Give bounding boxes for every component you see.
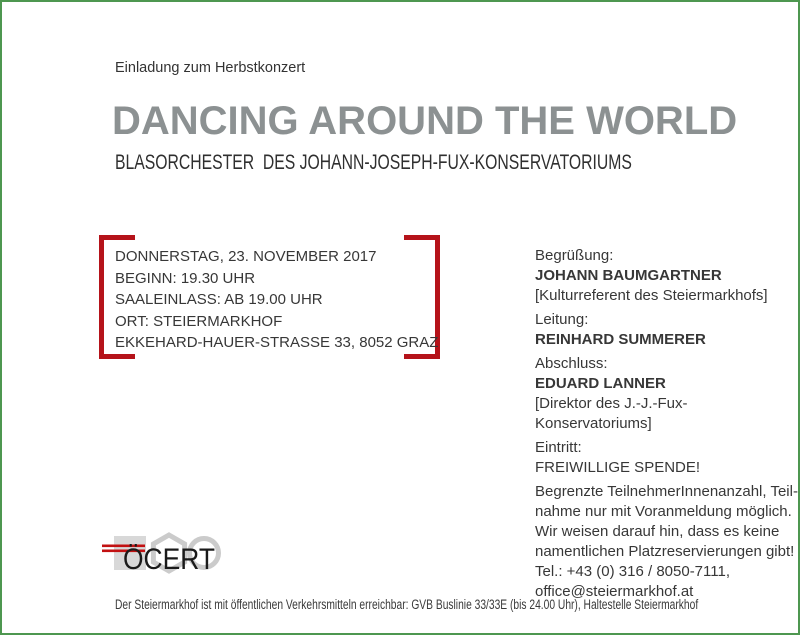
event-venue-line: ORT: STEIERMARKHOF xyxy=(115,312,283,330)
program-entry-closing xyxy=(535,354,798,434)
program-note: [Kulturreferent des Steiermarkhofs] xyxy=(535,287,768,304)
program-name: REINHARD SUMMERER xyxy=(535,331,706,348)
event-address-line: EKKEHARD-HAUER-STRASSE 33, 8052 GRAZ xyxy=(115,334,439,351)
program-role: Eintritt: xyxy=(535,439,582,456)
program-role: Begrüßung: xyxy=(535,247,614,264)
phone-text: Tel.: +43 (0) 316 / 8050-7111, xyxy=(535,563,730,580)
page-title: DANCING AROUND THE WORLD xyxy=(112,99,738,143)
eyebrow-text: Einladung zum Herbstkonzert xyxy=(115,60,306,76)
program-role: Abschluss: xyxy=(535,355,608,372)
program-entry-conductor xyxy=(535,310,798,350)
event-date-line: DONNERSTAG, 23. NOVEMBER 2017 xyxy=(115,248,377,265)
program-role: Leitung: xyxy=(535,311,589,328)
ocert-logo xyxy=(100,529,235,581)
program-column xyxy=(535,246,798,606)
admission-value: FREIWILLIGE SPENDE! xyxy=(535,459,701,476)
notice-line: nahme nur mit Voranmeldung möglich. xyxy=(535,503,792,520)
notice-line: Begrenzte TeilnehmerInnenanzahl, Teil- xyxy=(535,483,798,500)
subtitle-orchestra: BLASORCHESTER DES JOHANN-JOSEPH-FUX-KONSERVATORIUMS xyxy=(115,151,632,174)
event-details-lines xyxy=(115,246,438,354)
email-text: office@steiermarkhof.at xyxy=(535,583,694,600)
program-name: JOHANN BAUMGARTNER xyxy=(535,267,722,284)
transit-footer: Der Steiermarkhof ist mit öffentlichen Verkehrsmitteln erreichbar: GVB Buslinie 33/33E (bis 24.00 Uhr), Haltestelle Steiermarkhof xyxy=(115,597,699,612)
notice-line: namentlichen Platzreservierungen gibt! xyxy=(535,543,795,560)
notice-line: Wir weisen darauf hin, dass es keine xyxy=(535,523,780,540)
program-name: EDUARD LANNER xyxy=(535,375,666,392)
program-entry-greeting xyxy=(535,246,798,306)
event-begin-line: BEGINN: 19.30 UHR xyxy=(115,269,256,287)
logo-text: ÖCERT xyxy=(123,543,215,576)
program-note: [Direktor des J.-J.-Fux-Konservatoriums] xyxy=(535,395,688,432)
event-details-block xyxy=(99,235,440,359)
registration-notice xyxy=(535,482,798,602)
event-admission-line: SAALEINLASS: AB 19.00 UHR xyxy=(115,291,323,308)
program-entry-admission xyxy=(535,438,798,478)
